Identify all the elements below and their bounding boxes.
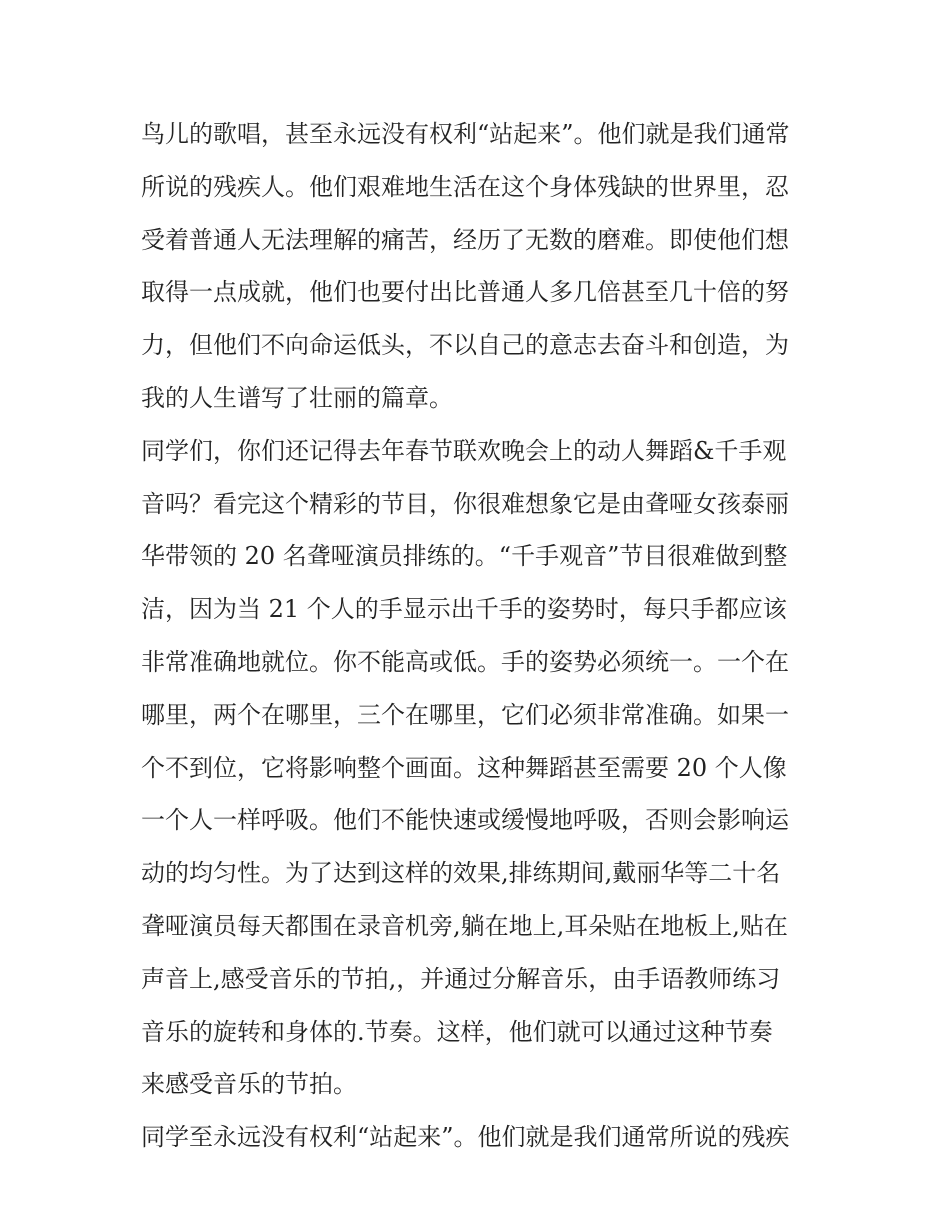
text-line: 洁，因为当 21 个人的手显示出千手的姿势时，每只手都应该: [141, 595, 787, 624]
text-line: 来感受音乐的节拍。: [141, 1070, 357, 1099]
text-line: 我的人生谱写了壮丽的篇章。: [141, 383, 453, 412]
text-line: 个不到位，它将影响整个画面。这种舞蹈甚至需要 20 个人像: [141, 753, 787, 782]
text-line: 同学们，你们还记得去年春节联欢晚会上的动人舞蹈&千手观: [141, 436, 787, 465]
text-line: 鸟儿的歌唱，甚至永远没有权利“站起来”。他们就是我们通常: [141, 120, 790, 148]
text-line: 音乐的旋转和身体的.节奏。这样，他们就可以通过这种节奏: [141, 1017, 773, 1046]
paragraph-1: [141, 108, 813, 425]
text-line: 音吗？看完这个精彩的节目，你很难想象它是由聋哑女孩泰丽: [141, 489, 789, 518]
paragraph-2: [141, 425, 813, 1111]
body-text: [141, 108, 813, 1164]
text-line: 非常准确地就位。你不能高或低。手的姿势必须统一。一个在: [141, 647, 789, 676]
text-line: 动的均匀性。为了达到这样的效果,排练期间,戴丽华等二十名: [141, 859, 781, 888]
paragraph-3: [141, 1111, 813, 1164]
text-line: 华带领的 20 名聋哑演员排练的。“千手观音”节目很难做到整: [141, 542, 788, 571]
text-line: 聋哑演员每天都围在录音机旁,躺在地上,耳朵贴在地板上,贴在: [141, 911, 788, 940]
text-line: 力，但他们不向命运低头，不以自己的意志去奋斗和创造，为: [141, 331, 789, 360]
text-line: 声音上,感受音乐的节拍,，并通过分解音乐，由手语教师练习: [141, 964, 781, 993]
text-line: 哪里，两个在哪里，三个在哪里，它们必须非常准确。如果一: [141, 700, 789, 729]
text-line: 所说的残疾人。他们艰难地生活在这个身体残缺的世界里，忍: [141, 172, 789, 201]
text-line: 受着普通人无法理解的痛苦，经历了无数的磨难。即使他们想: [141, 225, 789, 254]
text-line: 一个人一样呼吸。他们不能快速或缓慢地呼吸，否则会影响运: [141, 806, 789, 835]
text-line: 同学至永远没有权利“站起来”。他们就是我们通常所说的残疾: [141, 1123, 790, 1152]
text-line: 取得一点成就，他们也要付出比普通人多几倍甚至几十倍的努: [141, 278, 789, 307]
